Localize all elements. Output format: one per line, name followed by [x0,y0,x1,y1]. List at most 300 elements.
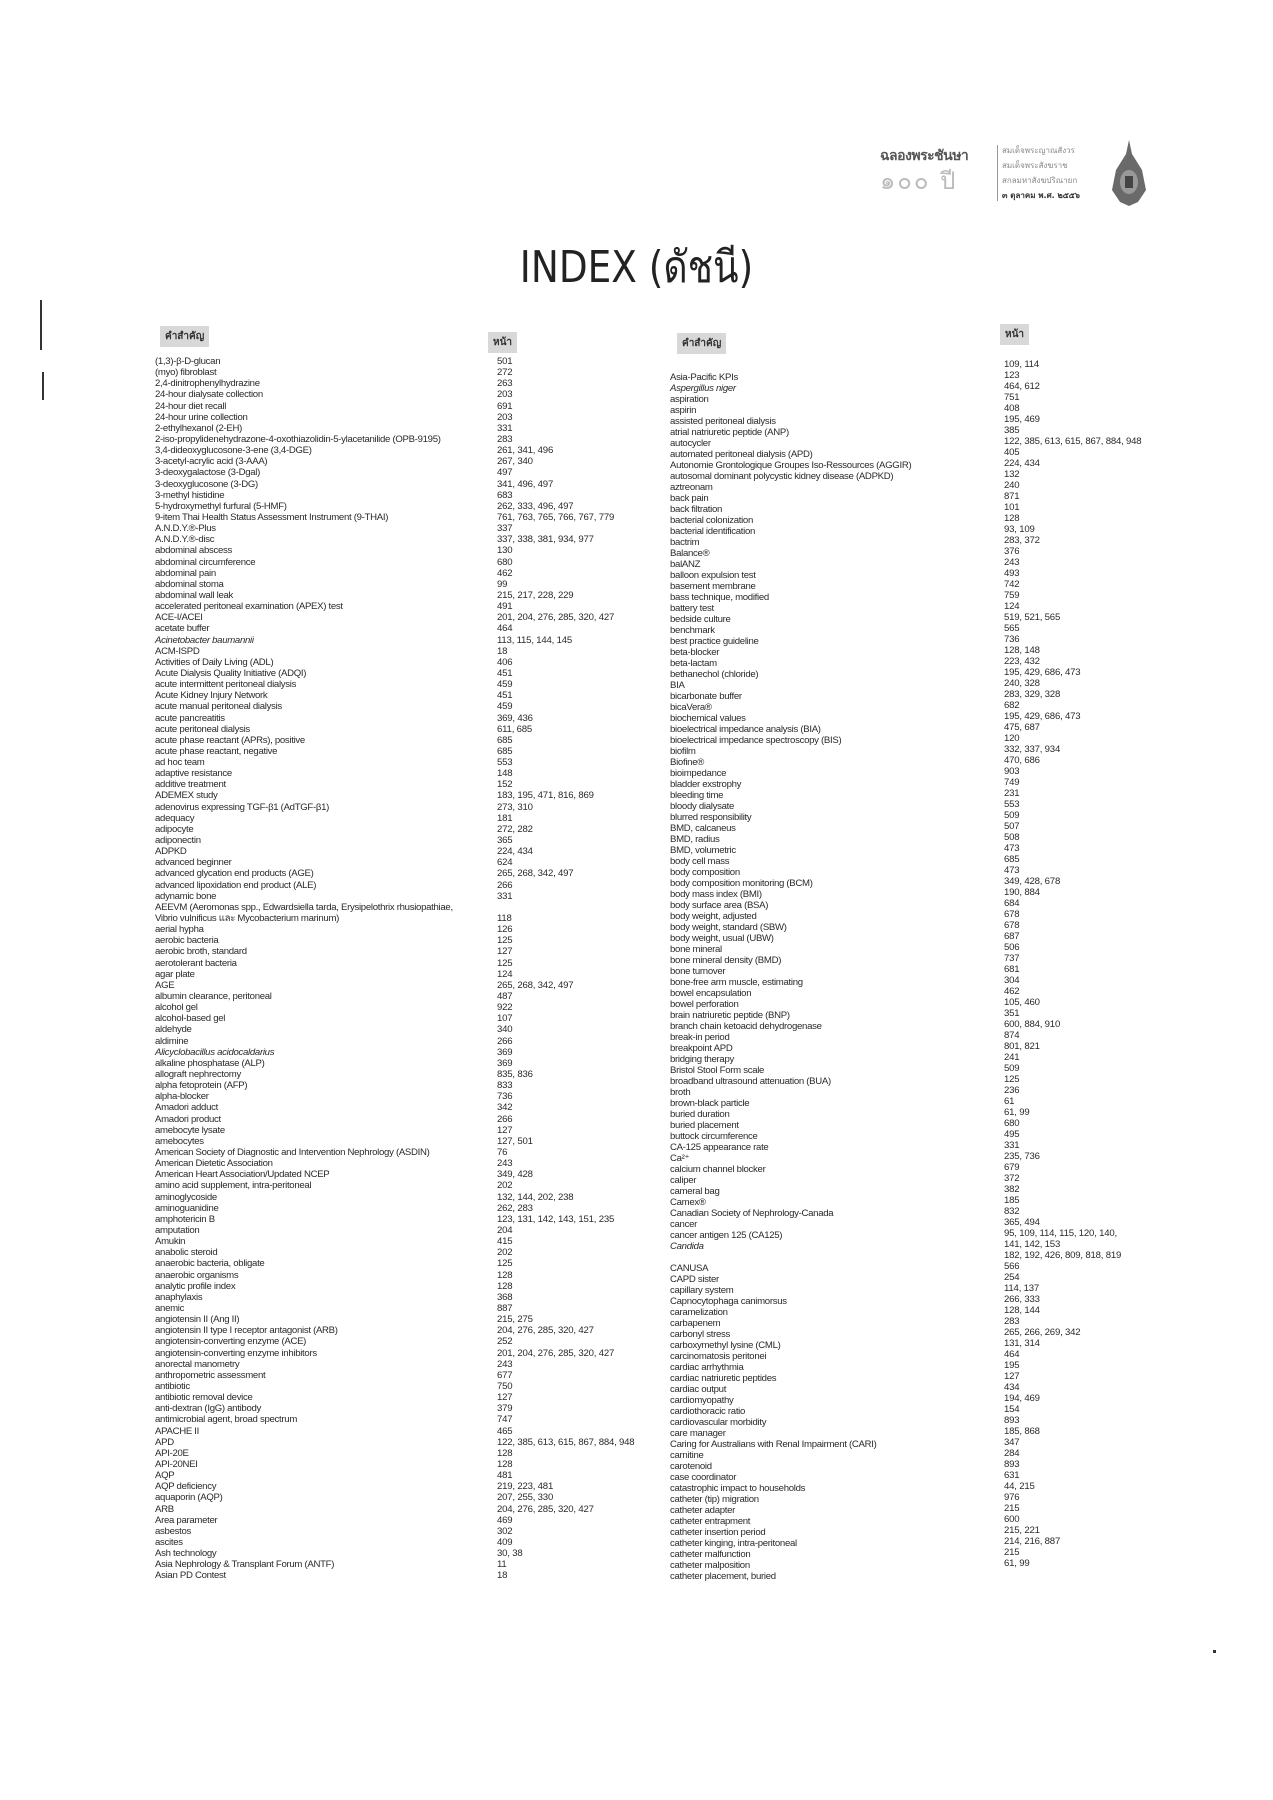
index-term: Autonomie Grontologique Groupes Iso-Ressources (AGGIR) [670,460,912,471]
index-page-numbers: 491 [497,601,513,613]
index-page-numbers: 190, 884 [1004,887,1040,898]
index-term: APD [155,1436,174,1448]
index-term: 3-deoxygalactose (3-Dgal) [155,467,261,479]
index-term: case coordinator [670,1472,737,1483]
index-page-numbers: 267, 340 [497,456,533,468]
index-term: buried duration [670,1109,730,1120]
index-page-numbers: 272 [497,367,513,379]
index-page-numbers: 372 [1004,1173,1020,1184]
index-term: alkaline phosphatase (ALP) [155,1057,265,1069]
index-page-numbers: 123, 131, 142, 143, 151, 235 [497,1213,615,1225]
index-entry [155,1559,655,1570]
index-term: bone mineral [670,944,722,955]
index-page-numbers: 691 [497,400,513,412]
index-term: Canadian Society of Nephrology-Canada [670,1208,834,1219]
index-page-numbers: 241 [1004,1052,1020,1063]
index-page-numbers: 415 [497,1236,513,1248]
index-entry [155,1069,655,1080]
index-page-numbers: 509 [1004,810,1020,821]
index-page-numbers: 893 [1004,1415,1020,1426]
index-page-numbers: 61, 99 [1004,1558,1030,1569]
index-page-numbers: 678 [1004,920,1020,931]
index-term: bleeding time [670,790,724,801]
index-term: adynamic bone [155,890,217,902]
index-page-numbers: 214, 216, 887 [1004,1536,1061,1547]
index-entry [155,490,655,501]
index-term: Alicyclobacillus acidocaldarius [155,1046,275,1058]
index-term: advanced glycation end products (AGE) [155,868,314,880]
index-term: alcohol gel [155,1002,198,1014]
index-term: American Dietetic Association [155,1158,273,1170]
index-page-numbers: 215 [1004,1547,1020,1558]
index-page-numbers: 122, 385, 613, 615, 867, 884, 948 [497,1436,635,1448]
index-term: 9-item Thai Health Status Assessment Instrument (9-THAI) [155,511,389,523]
index-term: AEEVM (Aeromonas spp., Edwardsiella tarda, Erysipelothrix rhusiopathiae, Vibrio vulnificus และ Mycobacterium marinum) [155,901,453,925]
index-page-numbers: 148 [497,768,513,780]
index-page-numbers: 183, 195, 471, 816, 869 [497,790,594,802]
index-page-numbers: 376 [1004,546,1020,557]
logo-line: สมเด็จพระญาณสังวร [1002,146,1075,155]
index-term: anaerobic organisms [155,1269,239,1281]
index-term: aztreonam [670,482,713,493]
index-term: 24-hour dialysate collection [155,389,263,401]
index-page-numbers: 365, 494 [1004,1217,1040,1228]
index-term: angiotensin II (Ang II) [155,1314,240,1326]
index-term: aerobic broth, standard [155,946,247,958]
index-page-numbers: 475, 687 [1004,722,1040,733]
index-term: asbestos [155,1525,191,1537]
index-term: beta-blocker [670,647,720,658]
index-term: aerial hypha [155,924,204,936]
index-page-numbers: 351 [1004,1008,1020,1019]
index-page-numbers: 132, 144, 202, 238 [497,1191,574,1203]
index-term: Capnocytophaga canimorsus [670,1296,787,1307]
index-page-numbers: 125 [497,957,513,969]
index-entry [155,1325,655,1336]
index-page-numbers: 833 [497,1080,513,1092]
index-term: bacterial colonization [670,515,753,526]
index-entry [155,1047,655,1058]
index-term: bicaVera® [670,702,712,713]
index-entry [155,835,655,846]
index-page-numbers: 342 [497,1102,513,1114]
index-term: Bristol Stool Form scale [670,1065,765,1076]
index-page-numbers: 922 [497,1002,513,1014]
index-term: AQP [155,1470,175,1482]
index-page-numbers: 451 [497,667,513,679]
index-term: abdominal pain [155,567,216,579]
index-term: brain natriuretic peptide (BNP) [670,1010,790,1021]
index-term: aerobic bacteria [155,935,219,947]
index-term: amebocytes [155,1135,204,1147]
index-term: additive treatment [155,779,226,791]
index-term: amputation [155,1224,200,1236]
index-term: cameral bag [670,1186,720,1197]
index-entry [155,1203,655,1214]
logo-divider [997,145,998,201]
index-term: BIA [670,680,685,691]
index-term: amphotericin B [155,1213,215,1225]
index-page-numbers: 215, 275 [497,1314,533,1326]
logo-lines [1002,143,1080,203]
index-term: amebocyte lysate [155,1124,225,1136]
index-term: biochemical values [670,713,746,724]
index-entry [155,1314,655,1325]
index-entry [155,969,655,980]
index-term: Amukin [155,1236,186,1248]
index-page-numbers: 224, 434 [1004,458,1040,469]
index-page-numbers: 128 [497,1269,513,1281]
index-term: biofilm [670,746,696,757]
index-page-numbers: 347 [1004,1437,1020,1448]
index-page-numbers: 405 [1004,447,1020,458]
index-term: Area parameter [155,1514,218,1526]
index-term: adequacy [155,812,195,824]
index-term: carbapenem [670,1318,721,1329]
index-entry [155,378,655,389]
index-entry [155,713,655,724]
index-entry [155,1236,655,1247]
index-term: 3-methyl histidine [155,489,225,501]
index-page-numbers: 469 [497,1514,513,1526]
index-entry [155,1214,655,1225]
index-entry [155,412,655,423]
index-page-numbers: 681 [1004,964,1020,975]
index-page-numbers: 747 [497,1414,513,1426]
index-page-numbers: 266 [497,1113,513,1125]
index-entry [155,1002,655,1013]
index-term: bedside culture [670,614,731,625]
index-term: capillary system [670,1285,734,1296]
index-term: A.N.D.Y.®-disc [155,534,215,546]
index-page-numbers: 203 [497,411,513,423]
index-page-numbers: 332, 337, 934 [1004,744,1061,755]
index-page-numbers: 61, 99 [1004,1107,1030,1118]
index-term: catheter placement, buried [670,1571,776,1582]
index-entry [155,946,655,957]
index-term: amino acid supplement, intra-peritoneal [155,1180,312,1192]
index-page-numbers: 266 [497,1035,513,1047]
index-term: body surface area (BSA) [670,900,769,911]
index-term: catheter adapter [670,1505,736,1516]
index-entry [155,1370,655,1381]
index-term: anemic [155,1302,185,1314]
index-page-numbers: 265, 268, 342, 497 [497,868,574,880]
index-page-numbers: 462 [497,567,513,579]
index-term: break-in period [670,1032,730,1043]
index-entry [155,902,655,924]
index-term: American Heart Association/Updated NCEP [155,1169,330,1181]
index-term: catastrophic impact to households [670,1483,806,1494]
index-entry [155,1537,655,1548]
index-entry [155,779,655,790]
index-page-numbers: 761, 763, 765, 766, 767, 779 [497,511,615,523]
index-page-numbers: 903 [1004,766,1020,777]
index-entry [155,635,655,646]
index-term: catheter kinging, intra-peritoneal [670,1538,797,1549]
index-term: abdominal wall leak [155,589,234,601]
index-term: automated peritoneal dialysis (APD) [670,449,813,460]
index-page-numbers: 114, 137 [1004,1283,1040,1294]
index-term: alcohol-based gel [155,1013,226,1025]
index-entry [155,1247,655,1258]
logo-line: ๓ ตุลาคม พ.ศ. ๒๕๕๖ [1002,191,1080,200]
index-page-numbers: 265, 268, 342, 497 [497,979,574,991]
index-entry [155,1102,655,1113]
index-page-numbers: 464 [497,623,513,635]
index-term: cardiothoracic ratio [670,1406,746,1417]
index-term: Candida [670,1241,704,1252]
index-page-numbers: 742 [1004,579,1020,590]
index-term: anorectal manometry [155,1358,240,1370]
index-page-numbers: 459 [497,701,513,713]
index-page-numbers: 283 [1004,1316,1020,1327]
index-page-numbers: 408 [1004,403,1020,414]
index-entry [155,590,655,601]
index-page-numbers: 105, 460 [1004,997,1040,1008]
index-entry [155,389,655,400]
index-page-numbers: 201, 204, 276, 285, 320, 427 [497,1347,615,1359]
index-page-numbers: 120 [1004,733,1020,744]
index-entry [155,579,655,590]
index-entry [155,868,655,879]
index-page-numbers: 283, 372 [1004,535,1040,546]
index-term: anabolic steroid [155,1247,218,1259]
left-keyword-header: คำสำคัญ [160,326,209,347]
index-entry [155,935,655,946]
index-page-numbers: 30, 38 [497,1548,523,1560]
index-entry [155,1303,655,1314]
index-term: Acute Kidney Injury Network [155,690,268,702]
index-entry [155,1080,655,1091]
index-term: aspirin [670,405,697,416]
index-page-numbers: 202 [497,1180,513,1192]
index-entry [155,1292,655,1303]
index-term: ADEMEX study [155,790,218,802]
index-page-numbers: 871 [1004,491,1020,502]
index-page-numbers: 409 [497,1536,513,1548]
index-term: acute pancreatitis [155,712,225,724]
index-term: adenovirus expressing TGF-β1 (AdTGF-β1) [155,801,330,813]
index-page-numbers: 379 [497,1403,513,1415]
index-entry [155,1470,655,1481]
index-term: battery test [670,603,714,614]
index-page-numbers: 118 [497,913,512,925]
index-term: aminoguanidine [155,1202,219,1214]
index-page-numbers: 611, 685 [497,723,533,735]
index-page-numbers: 631 [1004,1470,1020,1481]
index-page-numbers: 236 [1004,1085,1020,1096]
index-term: bone turnover [670,966,726,977]
index-page-numbers: 243 [497,1358,513,1370]
index-term: catheter malfunction [670,1549,751,1560]
index-term: calcium channel blocker [670,1164,766,1175]
index-term: cancer antigen 125 (CA125) [670,1230,783,1241]
index-page-numbers: 124 [1004,601,1020,612]
index-page-numbers: 243 [1004,557,1020,568]
index-page-numbers: 273, 310 [497,801,533,813]
index-term: BMD, calcaneus [670,823,736,834]
index-term: anaphylaxis [155,1291,203,1303]
index-page-numbers: 107 [497,1013,513,1025]
index-page-numbers: 473 [1004,865,1020,876]
index-page-numbers: 195, 429, 686, 473 [1004,711,1081,722]
index-entry [155,1336,655,1347]
index-entry [155,1024,655,1035]
index-term: adiponectin [155,835,201,847]
index-term: Aspergillus niger [670,383,736,394]
index-term: Activities of Daily Living (ADL) [155,656,274,668]
index-term: carbonyl stress [670,1329,731,1340]
index-page-numbers: 128 [497,1458,513,1470]
index-page-numbers: 465 [497,1425,513,1437]
index-page-numbers: 385 [1004,425,1020,436]
index-term: accelerated peritoneal examination (APEX) test [155,601,343,613]
logo-line: สมเด็จพระสังฆราช [1002,161,1068,170]
index-page-numbers: 202 [497,1247,513,1259]
index-term: bowel perforation [670,999,739,1010]
index-term: ARB [155,1503,174,1515]
index-term: 24-hour diet recall [155,400,227,412]
index-page-numbers: 382 [1004,1184,1020,1195]
index-entry [155,1459,655,1470]
index-page-numbers: 678 [1004,909,1020,920]
index-page-numbers: 832 [1004,1206,1020,1217]
index-term: allograft nephrectomy [155,1069,241,1081]
logo-line: สกลมหาสังฆปริณายก [1002,176,1078,185]
index-page-numbers: 331 [497,422,513,434]
index-term: CANUSA [670,1263,709,1274]
index-page-numbers: 254 [1004,1272,1020,1283]
index-page-numbers: 685 [497,734,513,746]
index-term: 3-acetyl-acrylic acid (3-AAA) [155,456,268,468]
index-entry [155,802,655,813]
right-index-column [670,359,1170,1582]
index-term: carnitine [670,1450,704,1461]
index-term: branch chain ketoacid dehydrogenase [670,1021,822,1032]
index-page-numbers: 261, 341, 496 [497,445,554,457]
index-page-numbers: 459 [497,679,513,691]
index-entry [155,557,655,568]
index-entry [155,924,655,935]
index-page-numbers: 224, 434 [497,846,533,858]
index-term: antimicrobial agent, broad spectrum [155,1414,298,1426]
index-term: cardiac arrhythmia [670,1362,744,1373]
index-page-numbers: 235, 736 [1004,1151,1040,1162]
index-page-numbers: 751 [1004,392,1020,403]
index-term: bladder exstrophy [670,779,742,790]
index-term: angiotensin-converting enzyme inhibitors [155,1347,317,1359]
index-page-numbers: 337, 338, 381, 934, 977 [497,534,594,546]
index-term: caliper [670,1175,697,1186]
page-title: INDEX (ดัชนี) [519,242,754,293]
index-term: American Society of Diagnostic and Intervention Nephrology (ASDIN) [155,1147,430,1158]
right-keyword-header: คำสำคัญ [677,333,726,354]
index-page-numbers: 195, 429, 686, 473 [1004,667,1081,678]
index-entry [155,512,655,523]
index-page-numbers: 185 [1004,1195,1020,1206]
index-entry [155,1058,655,1069]
index-entry [155,1348,655,1359]
index-term: ADPKD [155,846,187,858]
index-term: carcinomatosis peritonei [670,1351,767,1362]
logo-number-text: ๑๐๐ ปี [880,167,958,195]
index-term: Ash technology [155,1548,217,1560]
left-page-header: หน้า [488,332,517,353]
index-entry [155,1414,655,1425]
index-page-numbers: 679 [1004,1162,1020,1173]
index-page-numbers: 124 [497,968,513,980]
index-page-numbers: 506 [1004,942,1020,953]
index-page-numbers: 93, 109 [1004,524,1035,535]
index-entry [155,1158,655,1169]
index-term: 24-hour urine collection [155,411,248,423]
index-term: back filtration [670,504,723,515]
index-term: atrial natriuretic peptide (ANP) [670,427,789,438]
index-term: bioimpedance [670,768,727,779]
index-term: ACE-I/ACEI [155,612,203,624]
index-page-numbers: 497 [497,467,513,479]
index-term: body weight, standard (SBW) [670,922,787,933]
index-term: Balance® [670,548,710,559]
index-term: assisted peritoneal dialysis [670,416,776,427]
index-page-numbers: 508 [1004,832,1020,843]
index-entry [155,1125,655,1136]
index-term: broth [670,1087,691,1098]
index-term: (1,3)-β-D-glucan [155,356,221,367]
index-page-numbers: 331 [1004,1140,1020,1151]
index-term: bioelectrical impedance spectroscopy (BIS) [670,735,842,746]
index-term: body mass index (BMI) [670,889,762,900]
index-entry [155,1381,655,1392]
index-page-numbers: 243 [497,1158,513,1170]
index-entry [155,824,655,835]
index-term: ad hoc team [155,757,205,769]
index-term: bioelectrical impedance analysis (BIA) [670,724,821,735]
index-entry [155,545,655,556]
index-term: 5-hydroxymethyl furfural (5-HMF) [155,500,287,512]
index-entry [155,1091,655,1102]
index-term: buttock circumference [670,1131,758,1142]
index-term: CAPD sister [670,1274,719,1285]
index-entry [155,757,655,768]
index-entry [155,701,655,712]
index-entry [155,1281,655,1292]
index-term: advanced lipoxidation end product (ALE) [155,879,317,891]
index-page-numbers: 493 [1004,568,1020,579]
index-page-numbers: 204 [497,1224,513,1236]
index-entry [155,880,655,891]
index-page-numbers: 369 [497,1057,513,1069]
index-page-numbers: 95, 109, 114, 115, 120, 140, 141, 142, 153 [1004,1228,1118,1250]
index-page-numbers: 337 [497,523,513,535]
index-page-numbers: 302 [497,1525,513,1537]
index-page-numbers: 750 [497,1380,513,1392]
index-page-numbers: 265, 266, 269, 342 [1004,1327,1081,1338]
index-page-numbers: 887 [497,1302,513,1314]
index-page-numbers: 113, 115, 144, 145 [497,634,572,646]
index-page-numbers: 349, 428 [497,1169,533,1181]
index-page-numbers: 182, 192, 426, 809, 818, 819 [1004,1250,1122,1261]
index-term: bone mineral density (BMD) [670,955,782,966]
index-term: AGE [155,979,175,991]
index-page-numbers: 128 [1004,513,1020,524]
index-page-numbers: 126 [497,924,513,936]
index-entry [155,568,655,579]
index-page-numbers: 11 [497,1559,507,1571]
index-page-numbers: 680 [497,556,513,568]
index-entry [155,1270,655,1281]
